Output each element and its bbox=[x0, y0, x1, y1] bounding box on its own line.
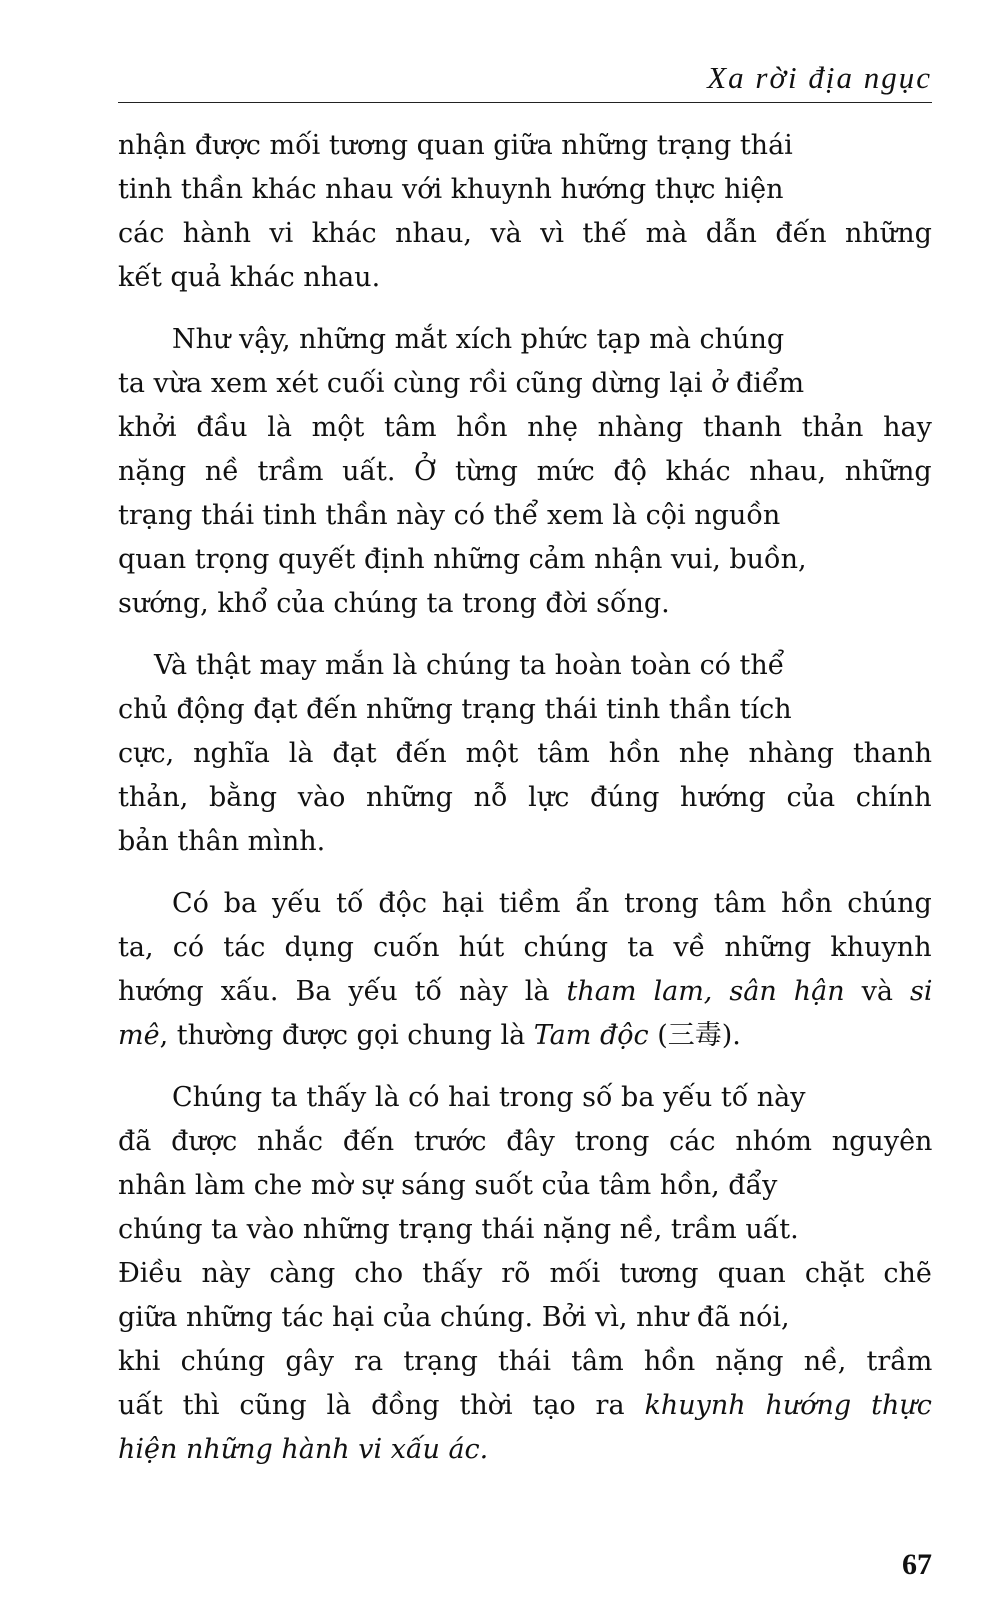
page-number: 67 bbox=[902, 1548, 932, 1581]
italic-term: mê bbox=[118, 1020, 160, 1051]
text-line: giữa những tác hại của chúng. Bởi vì, như đã nói, bbox=[118, 1302, 790, 1333]
chapter-title: Xa rời địa ngục bbox=[707, 60, 932, 95]
text-line: Chúng ta thấy là có hai trong số ba yếu tố này bbox=[172, 1082, 806, 1113]
text-line: Có ba yếu tố độc hại tiềm ẩn trong tâm hồn chúng bbox=[172, 888, 932, 919]
text-line: bản thân mình. bbox=[118, 826, 326, 857]
italic-term: tham lam, sân hận bbox=[566, 976, 845, 1007]
text-line: quan trọng quyết định những cảm nhận vui, buồn, bbox=[118, 544, 807, 575]
text-run: , thường được gọi chung là bbox=[159, 1020, 534, 1051]
text-line: kết quả khác nhau. bbox=[118, 262, 381, 293]
text-line bbox=[118, 1384, 932, 1428]
text-line bbox=[118, 1428, 932, 1472]
text-line: các hành vi khác nhau, và vì thế mà dẫn đến những bbox=[118, 218, 932, 249]
text-run: uất thì cũng là đồng thời tạo ra bbox=[118, 1390, 645, 1421]
text-line: thản, bằng vào những nỗ lực đúng hướng của chính bbox=[118, 782, 932, 813]
italic-term: khuynh hướng thực bbox=[644, 1390, 932, 1421]
italic-term: Tam độc bbox=[533, 1020, 649, 1051]
text-line: ta vừa xem xét cuối cùng rồi cũng dừng lại ở điểm bbox=[118, 368, 805, 399]
text-line: khởi đầu là một tâm hồn nhẹ nhàng thanh thản hay bbox=[118, 412, 932, 443]
text-line bbox=[118, 1014, 932, 1058]
paragraph-3 bbox=[118, 644, 932, 864]
text-line: nặng nề trầm uất. Ở từng mức độ khác nhau, những bbox=[118, 456, 932, 487]
text-line: đã được nhắc đến trước đây trong các nhóm nguyên bbox=[118, 1126, 933, 1157]
text-line bbox=[118, 970, 932, 1014]
text-run: hướng xấu. Ba yếu tố này là bbox=[118, 976, 567, 1007]
text-line: Như vậy, những mắt xích phức tạp mà chúng bbox=[172, 324, 785, 355]
paragraph-5 bbox=[118, 1076, 932, 1472]
italic-term: hiện những hành vi xấu ác. bbox=[118, 1434, 489, 1465]
text-line: khi chúng gây ra trạng thái tâm hồn nặng nề, trầm bbox=[118, 1346, 933, 1377]
body-text bbox=[118, 124, 932, 1490]
text-line: trạng thái tinh thần này có thể xem là cội nguồn bbox=[118, 500, 781, 531]
text-line: ta, có tác dụng cuốn hút chúng ta về những khuynh bbox=[118, 932, 932, 963]
paragraph-1 bbox=[118, 124, 932, 300]
text-run: (三毒). bbox=[648, 1020, 741, 1051]
text-line: chúng ta vào những trạng thái nặng nề, trầm uất. bbox=[118, 1214, 799, 1245]
text-line: tinh thần khác nhau với khuynh hướng thực hiện bbox=[118, 174, 784, 205]
paragraph-2 bbox=[118, 318, 932, 626]
text-line: nhân làm che mờ sự sáng suốt của tâm hồn, đẩy bbox=[118, 1170, 778, 1201]
text-line: Điều này càng cho thấy rõ mối tương quan chặt chẽ bbox=[118, 1258, 932, 1289]
text-line: sướng, khổ của chúng ta trong đời sống. bbox=[118, 588, 670, 619]
italic-term: si bbox=[909, 976, 933, 1007]
text-line: Và thật may mắn là chúng ta hoàn toàn có thể bbox=[154, 650, 785, 681]
paragraph-4 bbox=[118, 882, 932, 1058]
text-line: chủ động đạt đến những trạng thái tinh thần tích bbox=[118, 694, 792, 725]
text-line: cực, nghĩa là đạt đến một tâm hồn nhẹ nhàng thanh bbox=[118, 738, 933, 769]
text-line: nhận được mối tương quan giữa những trạng thái bbox=[118, 130, 793, 161]
text-run: và bbox=[844, 976, 910, 1007]
running-head bbox=[118, 58, 932, 103]
